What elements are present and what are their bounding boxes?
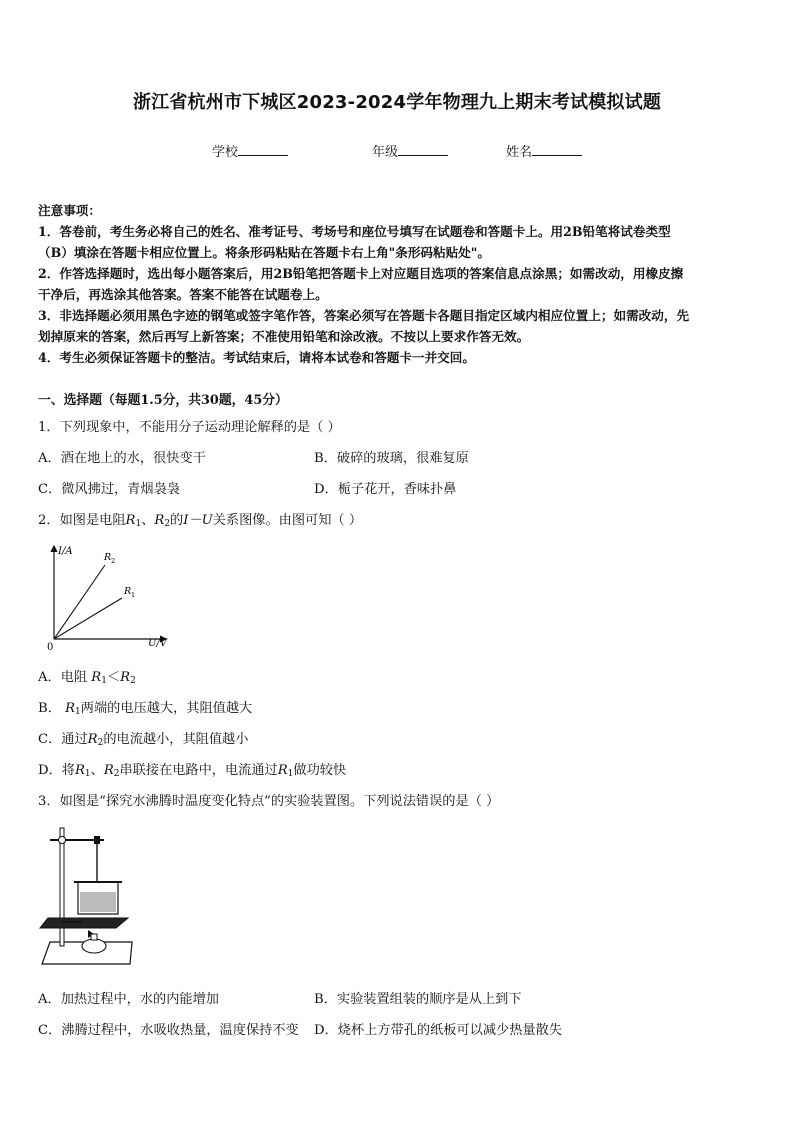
question-1-stem: 1．下列现象中，不能用分子运动理论解释的是（ ） (38, 420, 341, 435)
r1-label-sub: 1 (131, 591, 136, 599)
q2-sub: 1 (287, 769, 294, 779)
school-field (212, 141, 288, 160)
q2-d-post: 做功较快 (293, 763, 347, 778)
question-1-option-d: D．栀子花开，香味扑鼻 (314, 482, 457, 497)
grade-blank (398, 143, 448, 156)
question-1-option-c: C．微风拂过，青烟袅袅 (38, 482, 180, 497)
q2-var-r: R (120, 670, 131, 685)
q2-sub: 2 (130, 676, 136, 686)
lamp-neck (91, 934, 97, 940)
r1-line (54, 598, 122, 639)
name-blank (532, 143, 582, 156)
q2-sub: 1 (101, 676, 107, 686)
r2-label: R (104, 552, 112, 563)
question-1-option-a: A．酒在地上的水，很快变干 (38, 451, 206, 466)
q2-a-rel: ＜ (106, 670, 121, 685)
question-3-option-d: D．烧杯上方带孔的纸板可以减少热量散失 (314, 1023, 562, 1038)
q2-sub: 2 (164, 519, 171, 529)
q2-b-pre: B． (38, 701, 61, 716)
notice-heading: 注意事项： (38, 203, 101, 218)
q2-b-post: 两端的电压越大，其阻值越大 (80, 701, 253, 716)
name-label: 姓名 (506, 145, 533, 160)
q2-var-r: R (74, 763, 85, 778)
q2-var-r: R (103, 763, 114, 778)
q2-var-r: R (154, 513, 165, 528)
water (80, 892, 116, 912)
question-2-option-b (38, 697, 252, 717)
q2-d-mid: 串联接在电路中，电流通过 (119, 763, 278, 778)
clamp-knob (59, 837, 66, 844)
grade-label: 年级 (372, 145, 399, 160)
q2-stem-mid: 的 (170, 513, 184, 528)
question-3-option-a: A．加热过程中，水的内能增加 (38, 992, 219, 1007)
q2-sub: 2 (113, 769, 120, 779)
notice-line: 干净后，再选涂其他答案。答案不能答在试题卷上。 (38, 287, 328, 302)
school-blank (238, 143, 288, 156)
grade-field (372, 141, 448, 160)
exam-title: 浙江省杭州市下城区2023-2024学年物理九上期末考试模拟试题 (132, 92, 662, 113)
question-3-stem: 3．如图是“探究水沸腾时温度变化特点”的实验装置图。下列说法错误的是（ ） (38, 794, 500, 809)
r2-label-sub: 2 (111, 557, 116, 565)
notice-line: 划掉原来的答案，然后再写上新答案；不准使用铅笔和涂改液。不按以上要求作答无效。 (38, 329, 530, 344)
q2-var-r: R (277, 763, 288, 778)
q2-iu: I－U (183, 513, 213, 528)
question-2-stem: 2．如图是电阻$R_1$、$R_2$的I－U关系图像。由图可知（ ） (38, 513, 363, 529)
notice-line: （B）填涂在答题卡相应位置上。将条形码粘贴在答题卡右上角"条形码粘贴处"。 (38, 245, 490, 260)
x-axis-label: U/V (148, 638, 168, 649)
r2-line (54, 565, 105, 639)
q2-c-post: 的电流越小，其阻值越小 (103, 732, 249, 747)
notice-line: 3．非选择题必须用黑色字迹的钢笔或签字笔作答，答案必须写在答题卡各题目指定区域内相应位置上；如需改动，先 (38, 308, 690, 323)
q2-sub: 1 (135, 519, 142, 529)
q2-c-pre: C．通过 (38, 732, 88, 747)
q2-sub: 2 (97, 738, 104, 748)
name-field (506, 141, 582, 160)
q2-var-r: R (91, 670, 102, 685)
question-2-option-a (38, 666, 136, 686)
question-3-option-c: C．沸腾过程中，水吸收热量，温度保持不变 (38, 1023, 299, 1038)
notice-line: 2．作答选择题时，选出每小题答案后，用2B铅笔把答题卡上对应题目选项的答案信息点涂黑；如需改动，用橡皮擦 (38, 266, 684, 281)
q2-var-r: R (125, 513, 136, 528)
q2-stem-pre: 2．如图是电阻 (38, 513, 126, 528)
y-axis-label: I/A (58, 546, 73, 557)
q2-a-text: A．电阻 (38, 670, 88, 685)
boiling-apparatus-illustration (38, 822, 138, 972)
gauze-plate (40, 918, 128, 928)
notice-line: 1．答卷前，考生务必将自己的姓名、准考证号、考场号和座位号填写在试题卷和答题卡上。用2B铅笔将试卷类型 (38, 224, 671, 239)
question-3-option-b: B．实验装置组装的顺序是从上到下 (314, 992, 522, 1007)
q2-sub: 1 (75, 707, 81, 717)
school-label: 学校 (212, 145, 239, 160)
question-2-option-d: D．将$R_1$、$R_2$串联接在电路中，电流通过$R_1$做功较快 (38, 763, 347, 779)
alcohol-lamp (82, 939, 106, 953)
question-1-option-b: B．破碎的玻璃，很难复原 (314, 451, 469, 466)
question-2-option-c (38, 728, 248, 748)
q2-d-pre: D．将 (38, 763, 75, 778)
q2-sub: 1 (84, 769, 91, 779)
section-heading: 一、选择题（每题1.5分，共30题，45分） (38, 393, 288, 408)
iu-graph (40, 540, 180, 652)
q2-stem-post: 关系图像。由图可知（ ） (212, 513, 363, 528)
q2-var-r: R (87, 732, 98, 747)
r1-label: R (124, 586, 132, 597)
notice-line: 4．考生必须保证答题卡的整洁。考试结束后，请将本试卷和答题卡一并交回。 (38, 350, 475, 365)
q2-var-r: R (65, 701, 76, 716)
origin-label: 0 (47, 642, 54, 652)
